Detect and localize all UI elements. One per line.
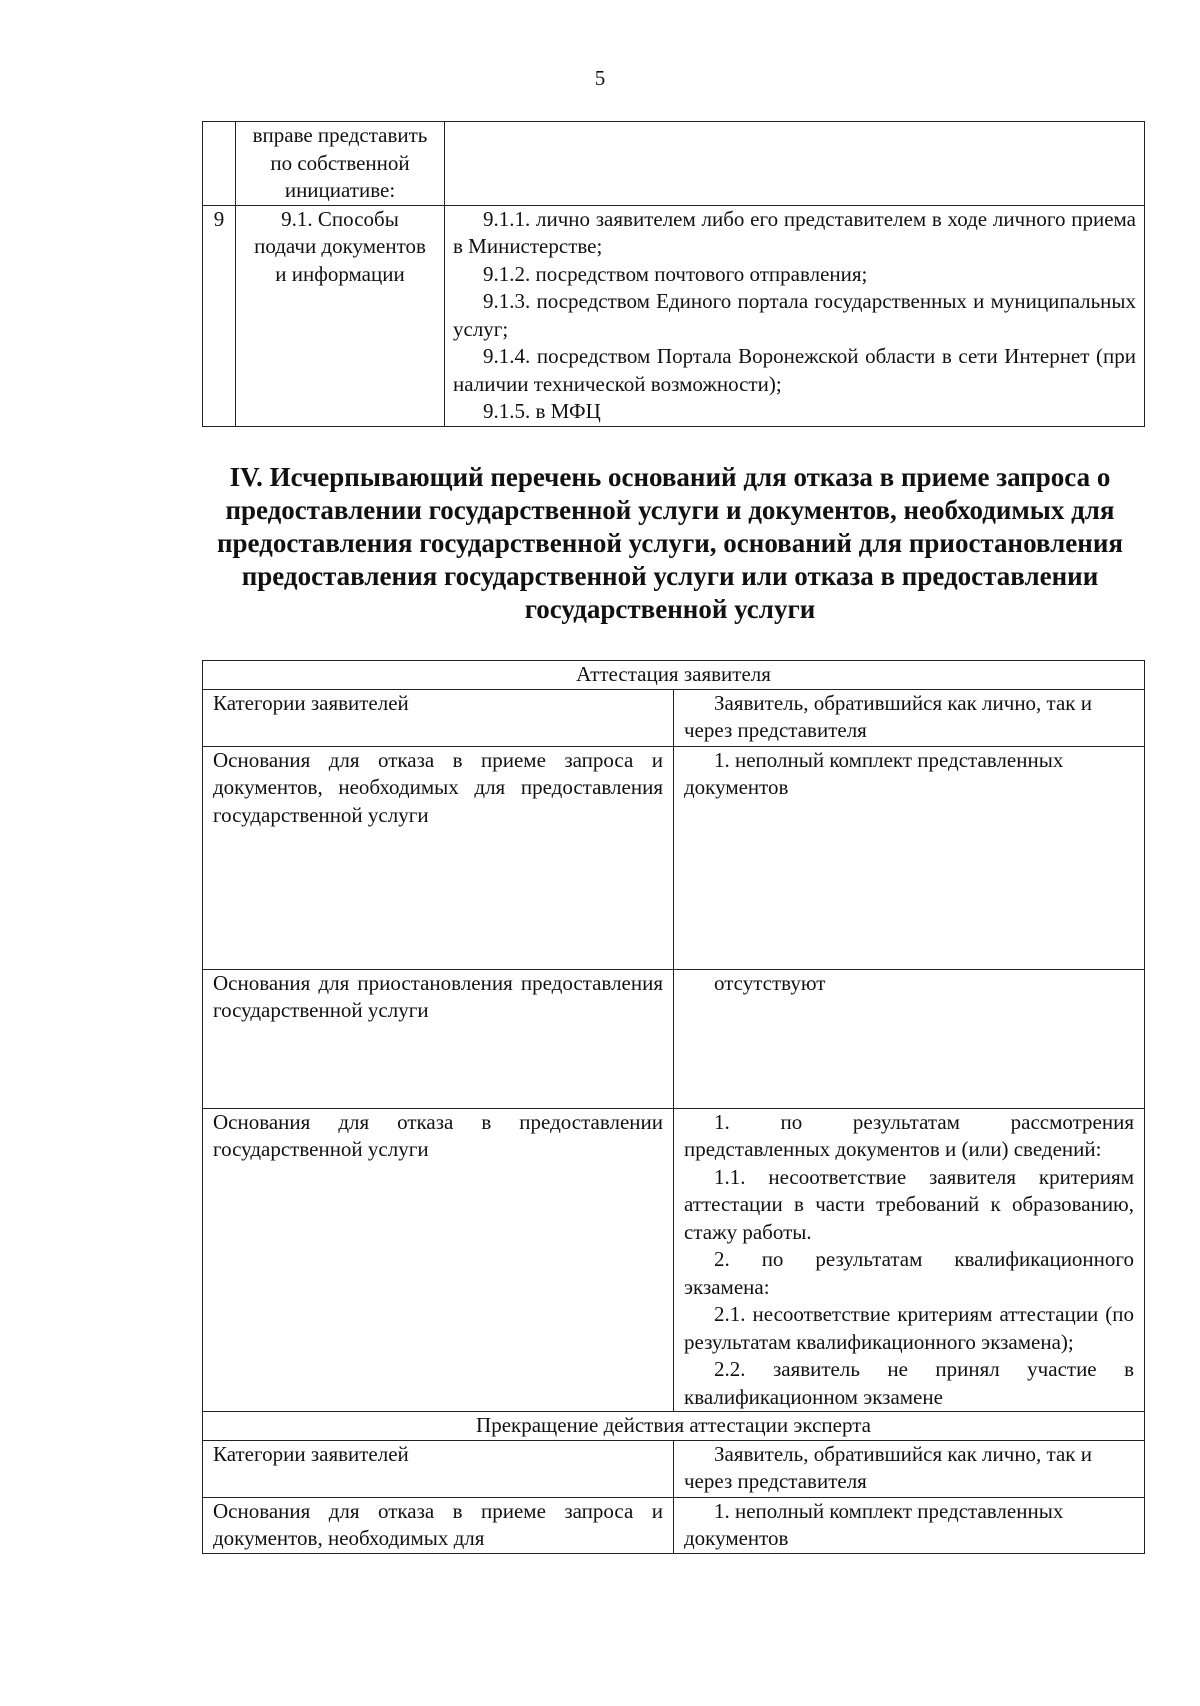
list-item: 9.1.2. посредством почтового отправления;	[483, 261, 868, 286]
row-label-line: по собственной	[270, 150, 410, 175]
row-label-cell: Категории заявителей	[203, 689, 674, 746]
table-row	[203, 661, 1145, 690]
list-item: 2.1. несоответствие критериям аттестации (по результатам квалификационного экзамена);	[684, 1302, 1134, 1354]
table-row	[203, 1108, 1145, 1412]
row-content-cell	[445, 205, 1145, 426]
row-content-cell	[674, 1108, 1145, 1412]
section-heading: IV. Исчерпывающий перечень оснований для отказа в приеме запроса о предоставлении государственной услуги и документов, необходимых для предоставления государственной услуги, оснований для приостановления предоставления государственной услуги или отказа в предоставлении государственной услуги	[216, 462, 1123, 624]
table-row	[203, 122, 1145, 206]
row-label-cell: Категории заявителей	[203, 1440, 674, 1497]
row-label-line: и информации	[275, 261, 405, 286]
row-label-line: инициативе:	[284, 178, 396, 202]
row-label-cell: Основания для отказа в предоставлении государственной услуги	[203, 1108, 674, 1412]
table-row	[203, 746, 1145, 969]
table-row	[203, 1412, 1145, 1441]
table-row	[203, 1440, 1145, 1497]
row-number-cell: 9	[203, 205, 236, 426]
row-content-cell	[445, 122, 1145, 206]
table-row	[203, 1497, 1145, 1553]
row-label-line: подачи документов	[254, 234, 426, 258]
block-title: Прекращение действия аттестации эксперта	[203, 1412, 1145, 1441]
table-row	[203, 969, 1145, 1108]
list-item: 2.2. заявитель не принял участие в квалификационном экзамене	[684, 1357, 1134, 1409]
row-label-line: 9.1. Способы	[281, 206, 399, 231]
row-label-cell: Основания для отказа в приеме запроса и документов, необходимых для предоставления государственной услуги	[203, 746, 674, 969]
page-number: 5	[594, 66, 606, 90]
list-item: 2. по результатам квалификационного экзамена:	[684, 1247, 1134, 1299]
row-label-cell	[236, 205, 445, 426]
list-item: 9.1.5. в МФЦ	[483, 399, 601, 423]
row-label-cell	[236, 122, 445, 206]
row-number-cell	[203, 122, 236, 206]
row-content-cell: 1. неполный комплект представленных документов	[674, 746, 1145, 969]
list-item: 9.1.3. посредством Единого портала государственных и муниципальных услуг;	[453, 289, 1136, 341]
row-label-cell: Основания для приостановления предоставления государственной услуги	[203, 969, 674, 1108]
row-content-cell: Заявитель, обратившийся как лично, так и через представителя	[674, 689, 1145, 746]
list-item: 9.1.4. посредством Портала Воронежской области в сети Интернет (при наличии технической возможности);	[453, 344, 1136, 396]
list-item: 9.1.1. лично заявителем либо его представителем в ходе личного приема в Министерстве;	[453, 206, 1136, 258]
block-title: Аттестация заявителя	[203, 661, 1145, 690]
row-label-cell: Основания для отказа в приеме запроса и документов, необходимых для	[203, 1497, 674, 1553]
row-content-cell: 1. неполный комплект представленных документов	[674, 1497, 1145, 1553]
list-item: 1.1. несоответствие заявителя критериям аттестации в части требований к образованию, стажу работы.	[684, 1164, 1134, 1244]
table-row	[203, 689, 1145, 746]
list-item: 1. по результатам рассмотрения представленных документов и (или) сведений:	[684, 1109, 1134, 1161]
table-row	[203, 205, 1145, 426]
row-content-cell: отсутствуют	[674, 969, 1145, 1108]
grounds-table	[202, 660, 1145, 1554]
methods-table	[202, 121, 1145, 427]
row-label-line: вправе представить	[252, 123, 428, 147]
row-content-cell: Заявитель, обратившийся как лично, так и через представителя	[674, 1440, 1145, 1497]
